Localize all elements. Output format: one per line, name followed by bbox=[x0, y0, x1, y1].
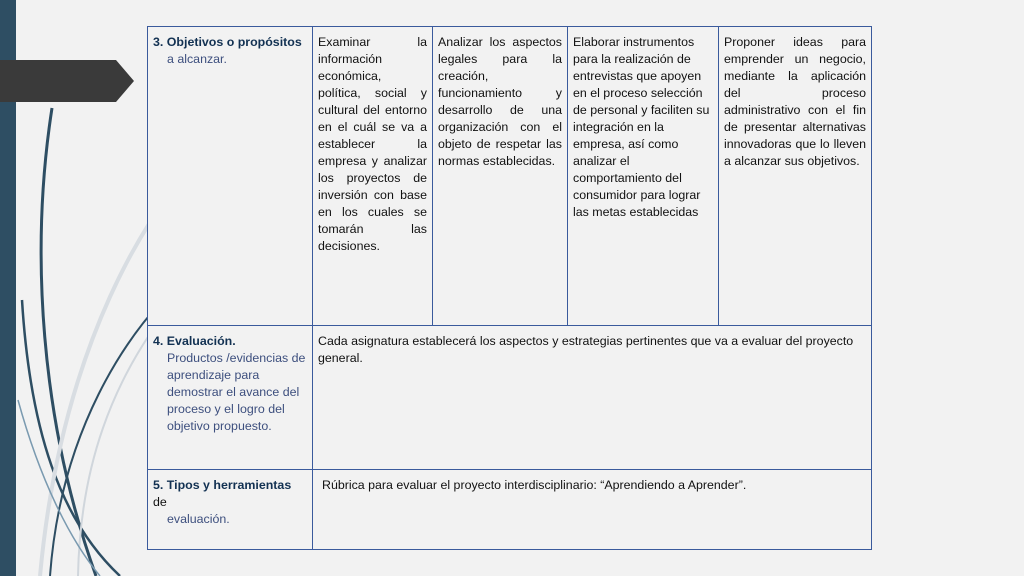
evaluation-content: Cada asignatura establecerá los aspectos y estrategias pertinentes que va a evaluar del proyecto general. bbox=[313, 326, 872, 470]
row-label-rest: evaluación. bbox=[167, 512, 230, 526]
table-row-objetivos bbox=[148, 27, 872, 326]
row-number: 4. bbox=[153, 334, 164, 348]
objective-cell-1: Examinar la información económica, política, social y cultural del entorno en el cuál se va a establecer la empresa y analizar los proyectos de inversión con base en los cuales se tomarán las decisiones. bbox=[313, 27, 433, 326]
row-label-tipos bbox=[148, 470, 313, 550]
row-label-bold: Objetivos o propósitos bbox=[166, 35, 302, 49]
tools-content: Rúbrica para evaluar el proyecto interdisciplinario: “Aprendiendo a Aprender”. bbox=[313, 470, 872, 550]
row-label-evaluacion bbox=[148, 326, 313, 470]
row-label-rest: a alcanzar. bbox=[167, 52, 227, 66]
table-row-evaluacion bbox=[148, 326, 872, 470]
planning-table bbox=[147, 26, 872, 550]
objective-cell-4: Proponer ideas para emprender un negocio, mediante la aplicación del proceso administrativo con el fin de presentar alternativas innovadoras que lo lleven a alcanzar sus objetivos. bbox=[719, 27, 872, 326]
table-row-tipos bbox=[148, 470, 872, 550]
objective-cell-2: Analizar los aspectos legales para la creación, funcionamiento y desarrollo de una organización con el objeto de respetar las normas establecidas. bbox=[433, 27, 568, 326]
row-number: 3. bbox=[153, 35, 164, 49]
arrow-tab-icon bbox=[0, 60, 134, 102]
row-label-mid: de bbox=[153, 495, 167, 509]
row-label-objetivos bbox=[148, 27, 313, 326]
objective-cell-3: Elaborar instrumentos para la realización de entrevistas que apoyen en el proceso selección de personal y faciliten su integración en la empresa, así como analizar el comportamiento del consumidor para lograr las metas establecidas bbox=[568, 27, 719, 326]
row-label-bold: Evaluación. bbox=[166, 334, 236, 348]
row-label-rest: Productos /evidencias de aprendizaje para demostrar el avance del proceso y el logro del objetivo propuesto. bbox=[167, 351, 306, 433]
row-label-bold: Tipos y herramientas bbox=[166, 478, 292, 492]
row-number: 5. bbox=[153, 478, 164, 492]
